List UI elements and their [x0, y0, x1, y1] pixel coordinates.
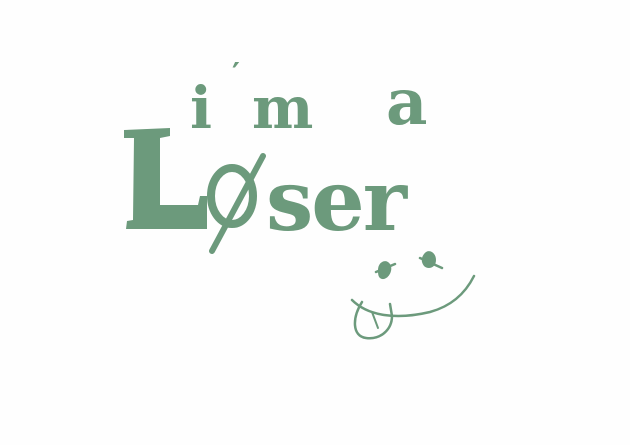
- smiley-tongue-out-icon: [352, 251, 474, 338]
- word-a: a: [386, 65, 428, 140]
- letters-ser: ser: [266, 151, 405, 250]
- word-i: i: [190, 74, 213, 142]
- title-line-2: [124, 128, 409, 251]
- letter-l-shape: [124, 128, 207, 229]
- smile-curve: [352, 276, 474, 316]
- apostrophe: ′: [232, 57, 240, 92]
- word-m: m: [252, 74, 314, 142]
- title-line-1: [190, 57, 427, 142]
